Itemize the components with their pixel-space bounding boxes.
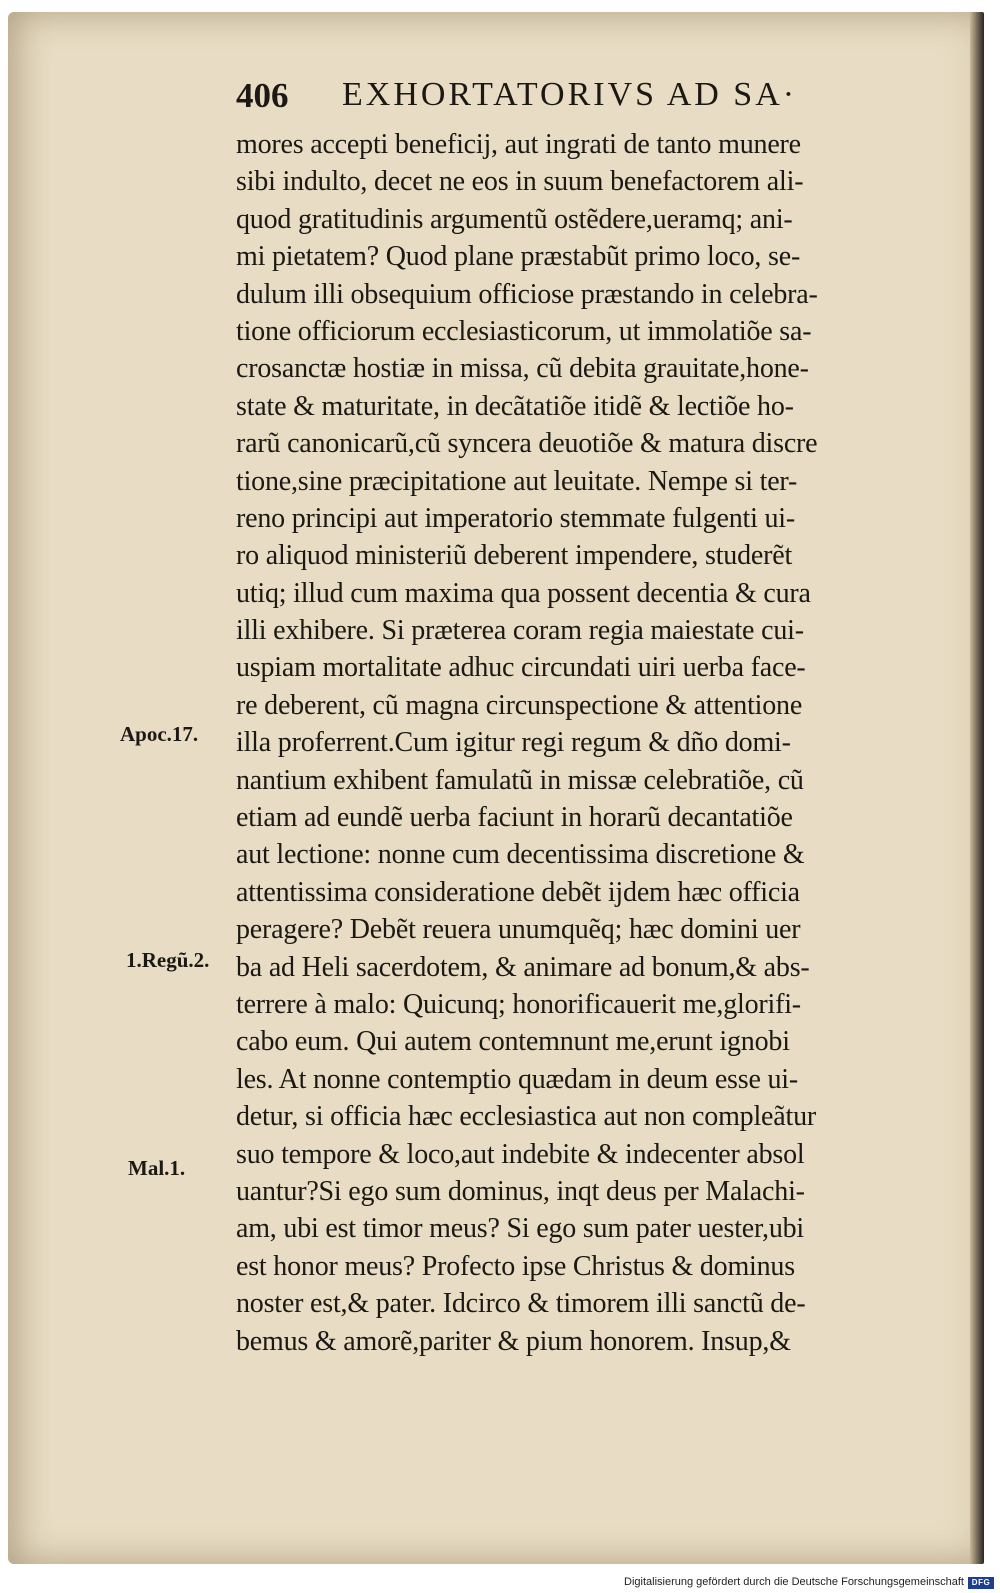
text-line: suo tempore & loco,aut indebite & indecenter absol — [236, 1138, 805, 1170]
body-text — [236, 126, 964, 1360]
text-line: dulum illi obsequium officiose præstando in celebra- — [236, 278, 818, 310]
text-line: cabo eum. Qui autem contemnunt me,erunt ignobi — [236, 1026, 790, 1058]
text-line: est honor meus? Profecto ipse Christus & dominus — [236, 1250, 795, 1282]
text-line: attentissima consideratione debẽt ijdem hæc officia — [236, 876, 800, 908]
text-line: crosanctæ hostiæ in missa, cũ debita grauitate,hone- — [236, 353, 809, 385]
margin-note-malachi: Mal.1. — [128, 1156, 186, 1180]
running-head: EXHORTATORIVS AD SA· — [342, 76, 798, 113]
text-line: ro aliquod ministeriũ deberent impendere, studerẽt — [236, 540, 793, 572]
text-line: detur, si officia hæc ecclesiastica aut non compleãtur — [236, 1101, 817, 1133]
text-line: uantur?Si ego sum dominus, inqt deus per Malachi- — [236, 1175, 805, 1207]
text-line: tione officiorum ecclesiasticorum, ut immolatiõe sa- — [236, 315, 812, 347]
text-line: reno principi aut imperatorio stemmate fulgenti ui- — [236, 502, 795, 534]
digitization-footer — [0, 1574, 1000, 1593]
text-line: re deberent, cũ magna circunspectione & attentione — [236, 689, 803, 721]
text-line: bemus & amorẽ,pariter & pium honorem. Insup,& — [236, 1325, 791, 1357]
text-line: rarũ canonicarũ,cũ syncera deuotiõe & matura discre — [236, 428, 818, 460]
page-edge-shadow — [970, 12, 984, 1564]
text-line: nantium exhibent famulatũ in missæ celebratiõe, cũ — [236, 764, 804, 796]
text-line: utiq; illud cum maxima qua possent decentia & cura — [236, 577, 811, 609]
page-header — [236, 70, 956, 120]
text-line: noster est,& pater. Idcirco & timorem illi sanctũ de- — [236, 1288, 806, 1320]
text-line: aut lectione: nonne cum decentissima discretione & — [236, 839, 805, 871]
text-line: sibi indulto, decet ne eos in suum benefactorem ali- — [236, 166, 804, 198]
margin-note-apocalypse: Apoc.17. — [120, 722, 199, 746]
margin-note-regum: 1.Regũ.2. — [126, 948, 210, 972]
text-line: etiam ad eundẽ uerba faciunt in horarũ decantatiõe — [236, 802, 793, 834]
text-line: am, ubi est timor meus? Si ego sum pater uester,ubi — [236, 1213, 805, 1245]
page-number: 406 — [236, 76, 289, 115]
text-line: quod gratitudinis argumentũ ostẽdere,ueramq; ani- — [236, 203, 793, 235]
text-line: state & maturitate, in decãtatiõe itidẽ & lectiõe ho- — [236, 390, 794, 422]
text-line: les. At nonne contemptio quædam in deum esse ui- — [236, 1063, 798, 1095]
text-line: mores accepti beneficij, aut ingrati de tanto munere — [236, 129, 801, 160]
funding-credit: Digitalisierung gefördert durch die Deutsche Forschungsgemeinschaft — [624, 1576, 964, 1588]
text-line: illa proferrent.Cum igitur regi regum & dño domi- — [236, 727, 791, 759]
text-line: uspiam mortalitate adhuc circundati uiri uerba face- — [236, 652, 806, 684]
text-line: terrere à malo: Quicunq; honorificauerit me,glorifi- — [236, 988, 801, 1020]
dfg-logo: DFG — [968, 1577, 994, 1589]
text-line: tione,sine præcipitatione aut leuitate. Nempe si ter- — [236, 465, 798, 497]
text-line: mi pietatem? Quod plane præstabũt primo loco, se- — [236, 241, 801, 273]
text-line: illi exhibere. Si præterea coram regia maiestate cui- — [236, 615, 804, 647]
text-line: ba ad Heli sacerdotem, & animare ad bonum,& abs- — [236, 951, 810, 983]
text-line: peragere? Debẽt reuera unumquẽq; hæc domini uer — [236, 914, 801, 946]
